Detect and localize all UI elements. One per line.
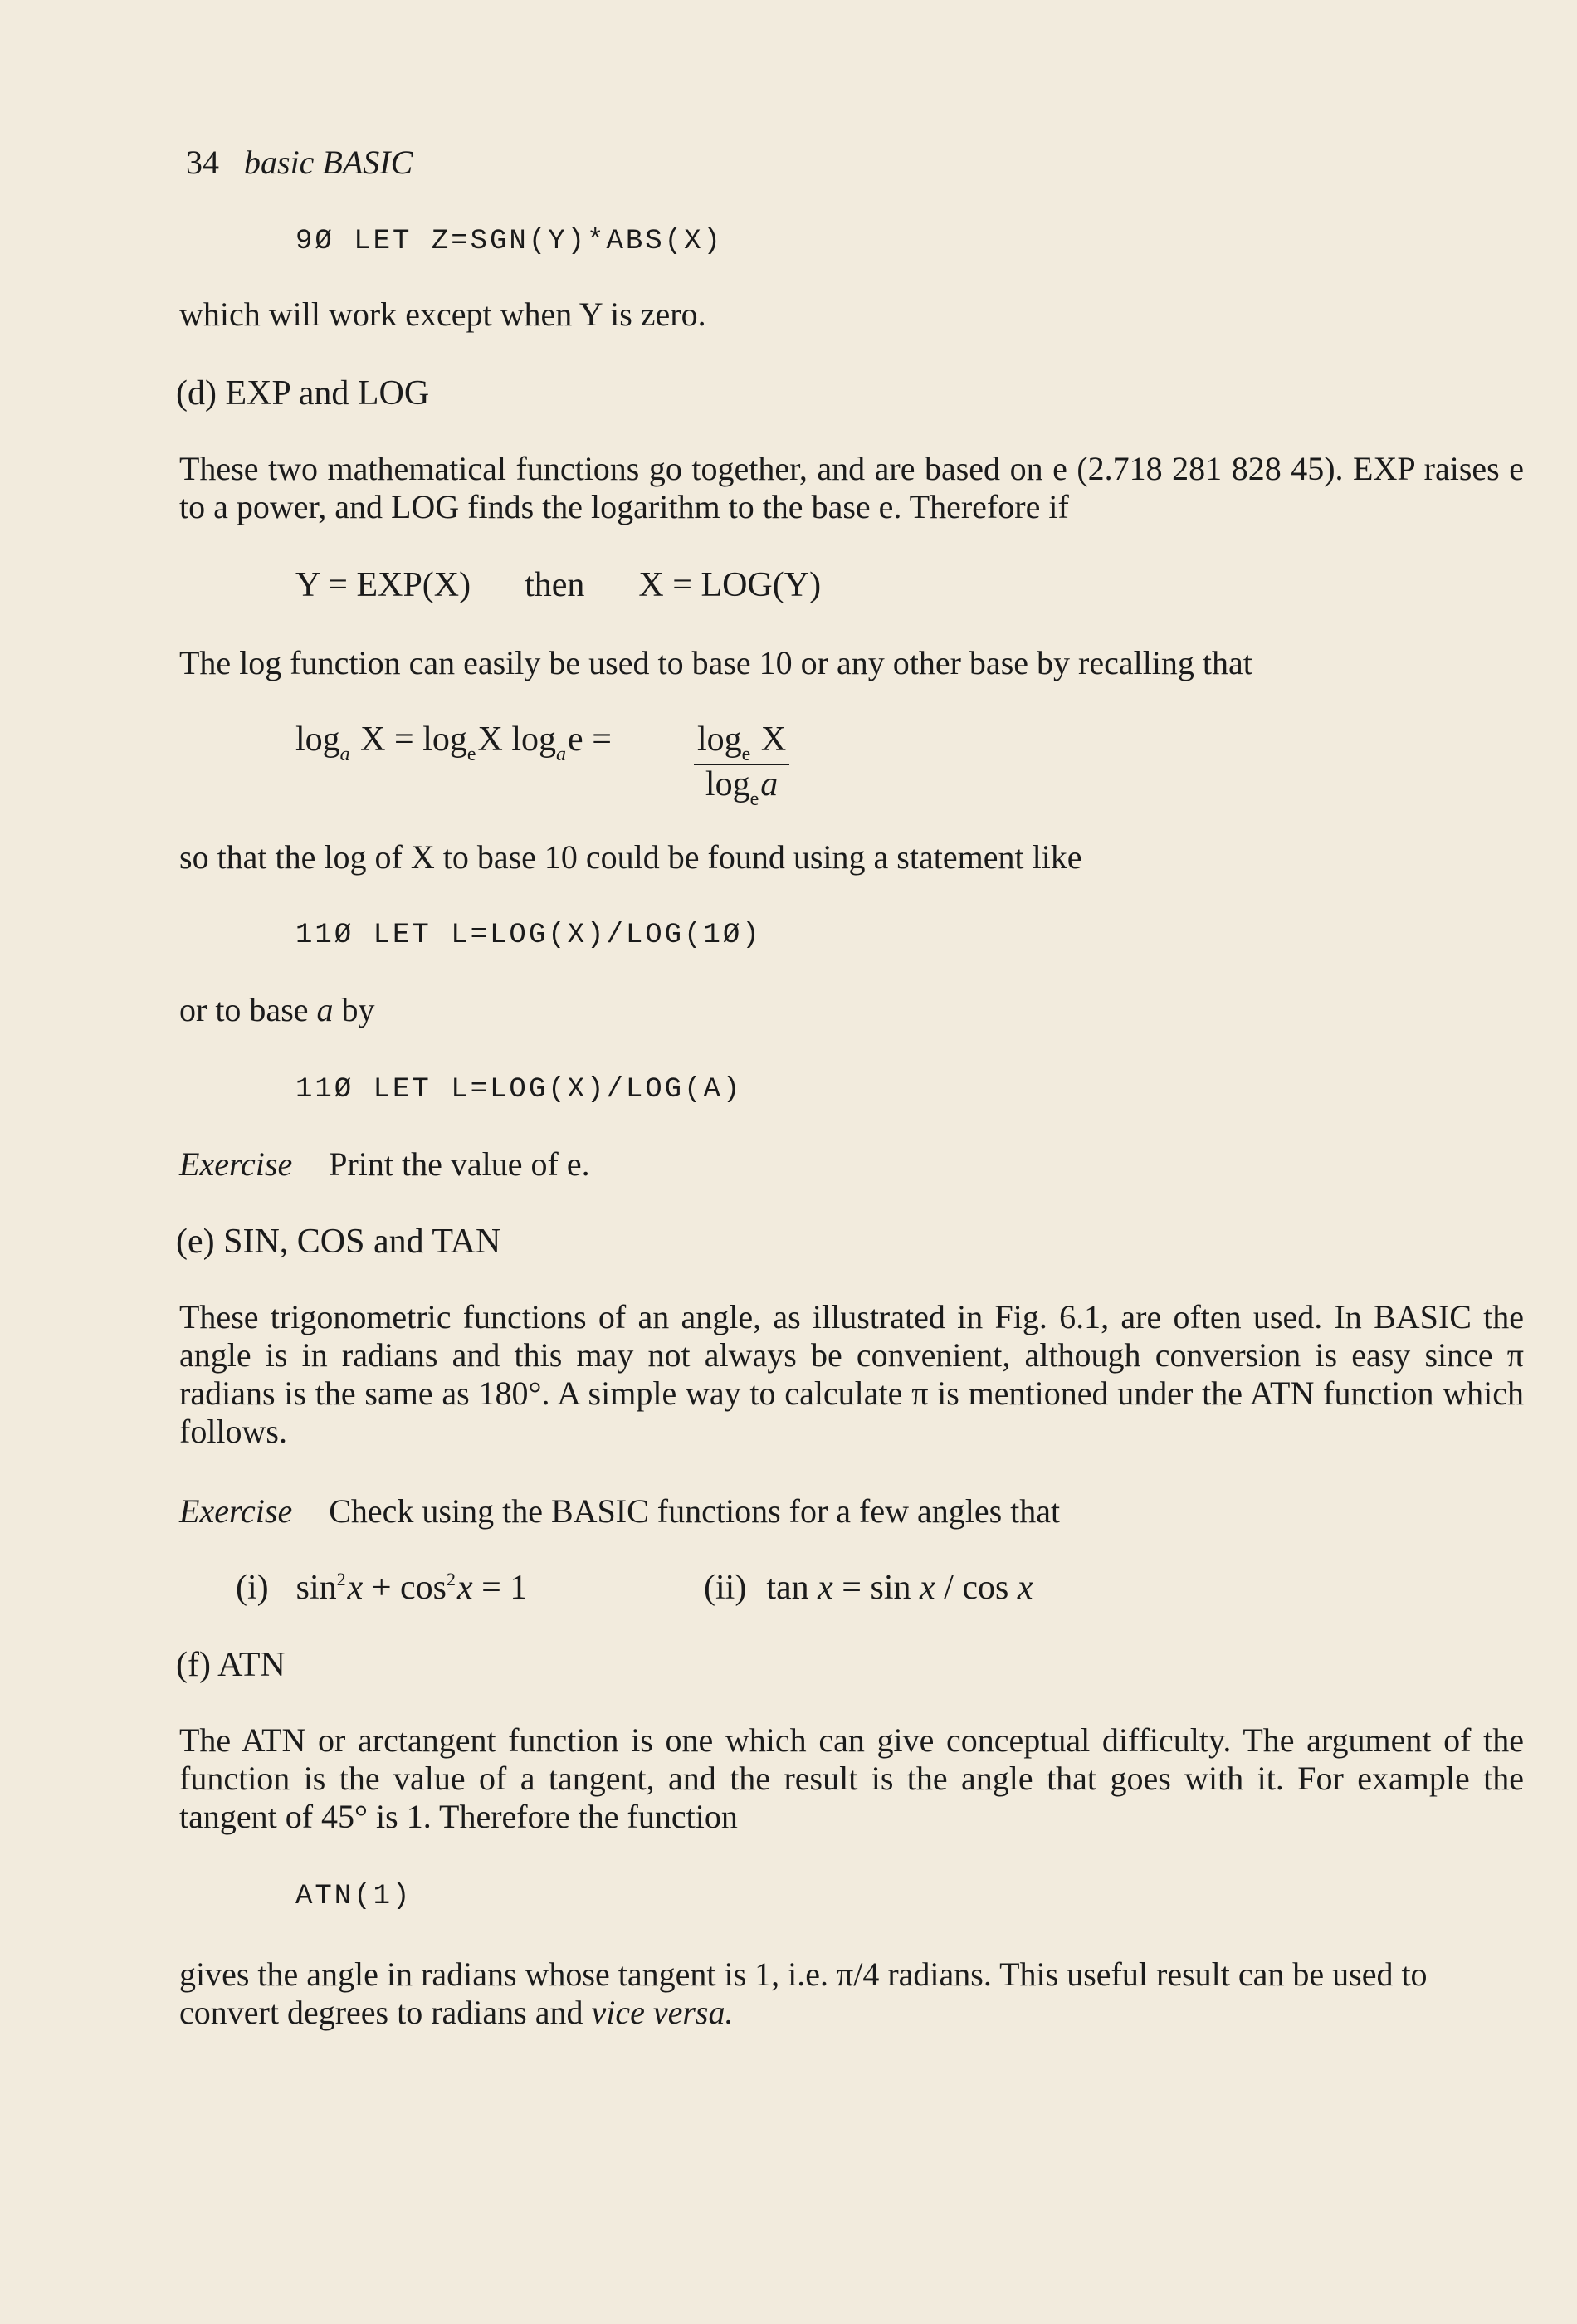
heading-atn: (f) ATN <box>176 1646 286 1684</box>
paragraph-trig: These trigonometric functions of an angle, as illustrated in Fig. 6.1, are often used. In BASIC the angle is in radians and this may not always be convenient, although conversion is easy since π radians is the same as 180°. A simple way to calculate π is mentioned under the ATN function which follows. <box>179 1298 1524 1450</box>
fraction-numerator: $\log_e X$ <box>697 720 787 765</box>
equation-fraction <box>694 720 789 808</box>
identity-tangent-text: tan x = sin x / cos x <box>766 1569 1033 1607</box>
code-line-log10: 11Ø LET L=LOG(X)/LOG(1Ø) <box>295 920 762 951</box>
equation-exp-side: Y = EXP(X) <box>295 566 471 604</box>
equation-log-side: X = LOG(Y) <box>638 566 822 604</box>
exercise-label: Exercise <box>179 1492 293 1530</box>
heading-sin-cos-tan: (e) SIN, COS and TAN <box>176 1223 501 1261</box>
running-head <box>186 143 413 182</box>
exercise-text: Check using the BASIC functions for a few angles that <box>329 1492 1061 1530</box>
equation-exp-log <box>295 566 821 604</box>
paragraph-sgn-note: which will work except when Y is zero. <box>179 295 706 333</box>
equation-change-of-base: $\log_a X = \log_eX$ $\log_ae$ = <box>295 720 612 765</box>
exercise-text: Print the value of e. <box>329 1145 590 1183</box>
paragraph-base-a: or to base a by <box>179 991 375 1028</box>
identity-pythagorean: (i) $\sin^2x + \cos^2x = 1$ <box>236 1569 528 1607</box>
equation-then: then <box>525 566 585 604</box>
paragraph-exp-log: These two mathematical functions go together, and are based on e (2.718 281 828 45). EXP raises e to a power, and LOG finds the logarithm to the base e. Therefore if <box>179 450 1524 525</box>
fraction-denominator: $\log_ea$ <box>694 764 789 808</box>
exercise-label: Exercise <box>179 1145 293 1183</box>
paragraph-atn-result: gives the angle in radians whose tangent is 1, i.e. π/4 radians. This useful result can be used to convert degrees to radians and vice versa. <box>179 1955 1428 2031</box>
code-line-loga: 11Ø LET L=LOG(X)/LOG(A) <box>295 1074 743 1106</box>
identity-tangent <box>704 1569 1033 1607</box>
paragraph-log-base: The log function can easily be used to base 10 or any other base by recalling that <box>179 644 1252 681</box>
book-title: basic BASIC <box>244 144 413 181</box>
identity-tangent-label-visible: (ii) <box>704 1569 747 1607</box>
exercise-print-e <box>179 1145 590 1184</box>
code-line-atn: ATN(1) <box>295 1881 413 1912</box>
exercise-check-trig <box>179 1492 1060 1531</box>
code-line-sgn: 9Ø LET Z=SGN(Y)*ABS(X) <box>295 226 723 257</box>
page-number: 34 <box>186 144 219 181</box>
paragraph-atn: The ATN or arctangent function is one which can give conceptual difficulty. The argument of the function is the value of a tangent, and the result is the angle that goes with it. For example the tangent of 45° is 1. Therefore the function <box>179 1721 1524 1835</box>
heading-exp-log: (d) EXP and LOG <box>176 374 430 413</box>
paragraph-base-10: so that the log of X to base 10 could be found using a statement like <box>179 838 1082 876</box>
